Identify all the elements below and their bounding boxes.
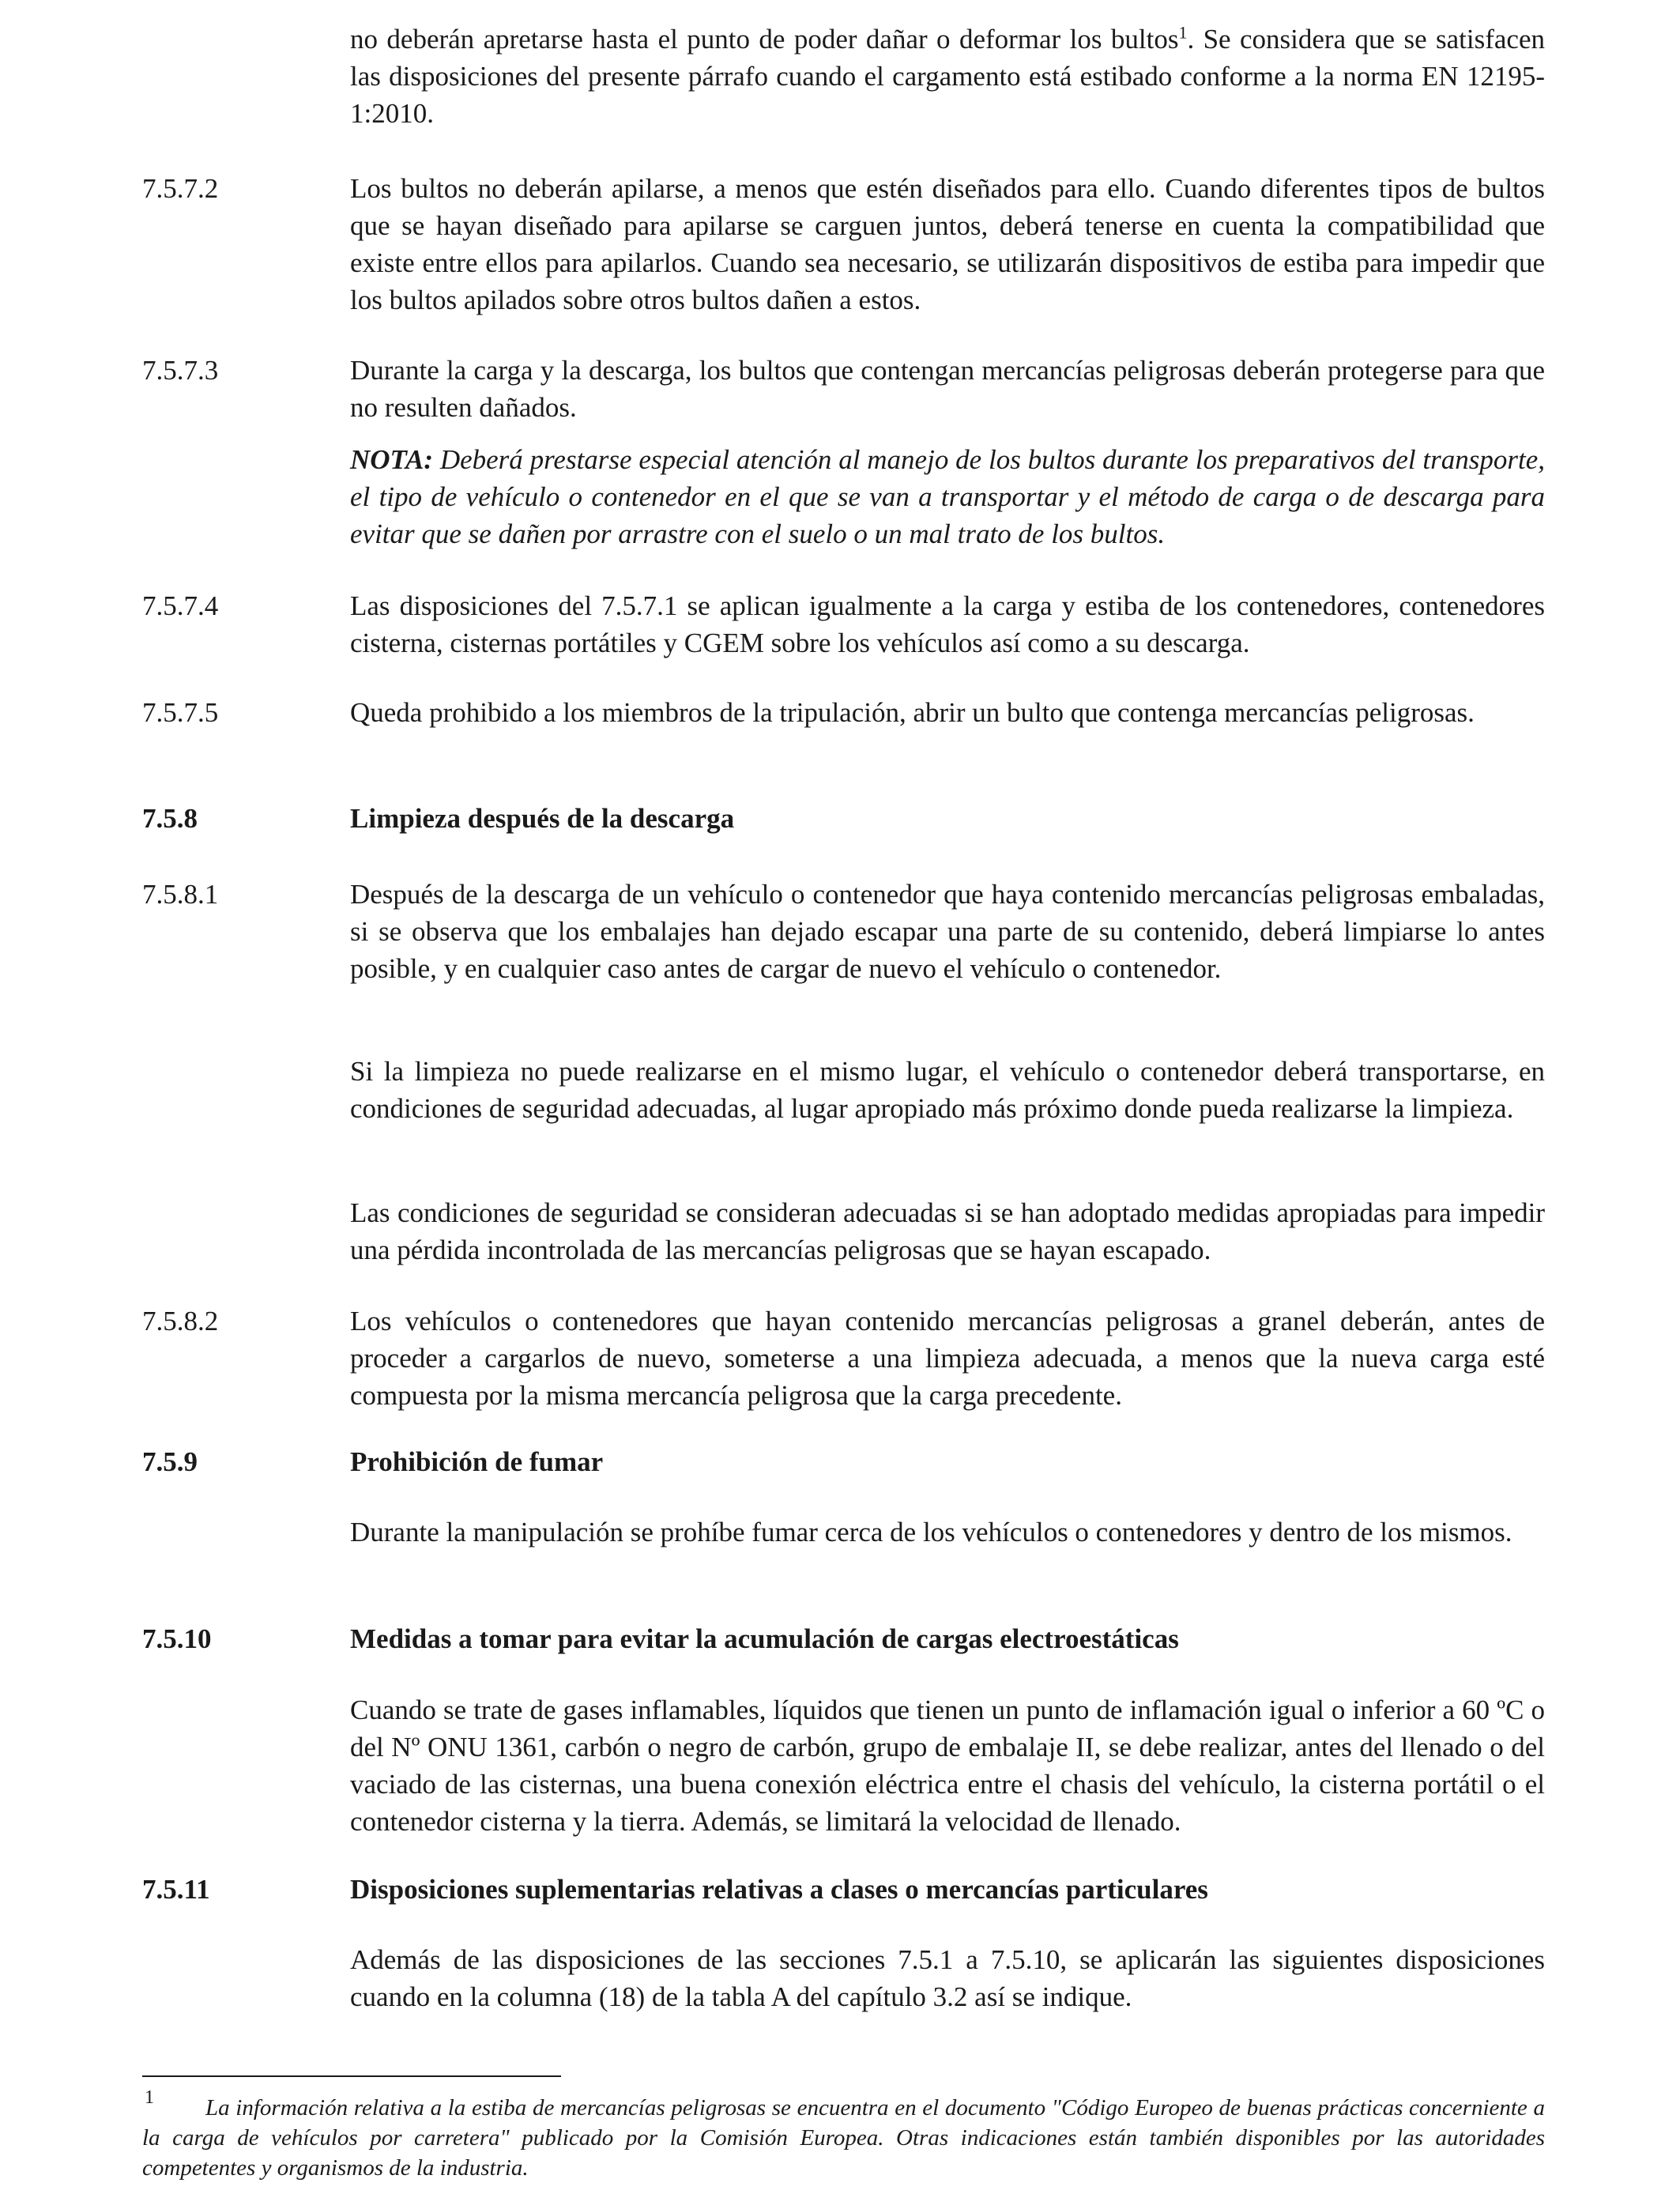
section-number: 7.5.9 — [142, 1446, 198, 1477]
section-paragraph: Los vehículos o contenedores que hayan contenido mercancías peligrosas a granel deberán, antes de proceder a cargarlos de nuevo, someterse a una limpieza adecuada, a menos que la nueva carga esté compuesta por la misma mercancía peligrosa que la carga precedente. — [350, 1306, 1545, 1411]
continuation-text-end: . Se considera que se satisfacen las disposiciones del presente párrafo cuando el cargamento está estibado conforme a la norma EN 12195-1:2010. — [350, 24, 1545, 129]
section-number: 7.5.7.5 — [142, 697, 219, 728]
footnote-reference[interactable]: 1 — [1178, 22, 1188, 43]
section-heading: Disposiciones suplementarias relativas a clases o mercancías particulares — [350, 1874, 1208, 1905]
section-paragraph: Queda prohibido a los miembros de la tripulación, abrir un bulto que contenga mercancías peligrosas. — [350, 697, 1475, 728]
section-number: 7.5.8.1 — [142, 879, 219, 910]
section-number: 7.5.11 — [142, 1874, 210, 1905]
continuation-paragraph — [350, 21, 1545, 132]
footnote-mark: 1 — [145, 2087, 154, 2108]
section-number: 7.5.7.3 — [142, 355, 219, 386]
section-heading: Limpieza después de la descarga — [350, 803, 735, 834]
section-number: 7.5.10 — [142, 1623, 212, 1654]
section-number: 7.5.7.2 — [142, 173, 219, 204]
section-number: 7.5.7.4 — [142, 590, 219, 621]
note-label: NOTA: — [350, 444, 433, 475]
section-heading: Medidas a tomar para evitar la acumulación de cargas electroestáticas — [350, 1623, 1179, 1654]
section-heading: Prohibición de fumar — [350, 1446, 604, 1477]
note-text: Deberá prestarse especial atención al manejo de los bultos durante los preparativos del transporte, el tipo de vehículo o contenedor en el que se van a transportar y el método de carga o de descarga para evitar que se dañen por arrastre con el suelo o un mal trato de los bultos. — [350, 444, 1545, 549]
footnote-separator — [142, 2075, 561, 2077]
section-number: 7.5.8 — [142, 803, 198, 834]
section-paragraph: Además de las disposiciones de las secciones 7.5.1 a 7.5.10, se aplicarán las siguientes disposiciones cuando en la columna (18) de la tabla A del capítulo 3.2 así se indique. — [350, 1944, 1545, 2012]
continuation-text: no deberán apretarse hasta el punto de poder dañar o deformar los bultos — [350, 24, 1179, 55]
section-paragraph-1: Después de la descarga de un vehículo o contenedor que haya contenido mercancías peligrosas embaladas, si se observa que los embalajes han dejado escapar una parte de su contenido, deberá limpiarse lo antes posible, y en cualquier caso antes de cargar de nuevo el vehículo o contenedor. — [350, 879, 1545, 984]
section-paragraph-3: Las condiciones de seguridad se consideran adecuadas si se han adoptado medidas apropiadas para impedir una pérdida incontrolada de las mercancías peligrosas que se hayan escapado. — [350, 1197, 1545, 1265]
section-paragraph: Las disposiciones del 7.5.7.1 se aplican igualmente a la carga y estiba de los contenedores, contenedores cisterna, cisternas portátiles y CGEM sobre los vehículos así como a su descarga. — [350, 590, 1545, 658]
section-paragraph-2: Si la limpieza no puede realizarse en el mismo lugar, el vehículo o contenedor deberá transportarse, en condiciones de seguridad adecuadas, al lugar apropiado más próximo donde pueda realizarse la limpieza. — [350, 1056, 1545, 1124]
section-paragraph: Los bultos no deberán apilarse, a menos que estén diseñados para ello. Cuando diferentes tipos de bultos que se hayan diseñado para apilarse se carguen juntos, deberá tenerse en cuenta la compatibilidad que existe entre ellos para apilarlos. Cuando sea necesario, se utilizarán dispositivos de estiba para impedir que los bultos apilados sobre otros bultos dañen a estos. — [350, 173, 1545, 315]
section-number: 7.5.8.2 — [142, 1306, 219, 1336]
footnote-text: La información relativa a la estiba de mercancías peligrosas se encuentra en el documento "Código Europeo de buenas prácticas concerniente a la carga de vehículos por carretera" publicado por la Comisión Europea. Otras indicaciones están también disponibles por las autoridades competentes y organismos de la industria. — [142, 2095, 1545, 2181]
section-paragraph: Cuando se trate de gases inflamables, líquidos que tienen un punto de inflamación igual o inferior a 60 ºC o del Nº ONU 1361, carbón o negro de carbón, grupo de embalaje II, se debe realizar, antes del llenado o del vaciado de las cisternas, una buena conexión eléctrica entre el chasis del vehículo, la cisterna portátil o el contenedor cisterna y la tierra. Además, se limitará la velocidad de llenado. — [350, 1695, 1545, 1837]
section-paragraph: Durante la manipulación se prohíbe fumar cerca de los vehículos o contenedores y dentro de los mismos. — [350, 1517, 1512, 1547]
note-paragraph — [350, 441, 1545, 552]
section-paragraph: Durante la carga y la descarga, los bultos que contengan mercancías peligrosas deberán protegerse para que no resulten dañados. — [350, 355, 1545, 423]
